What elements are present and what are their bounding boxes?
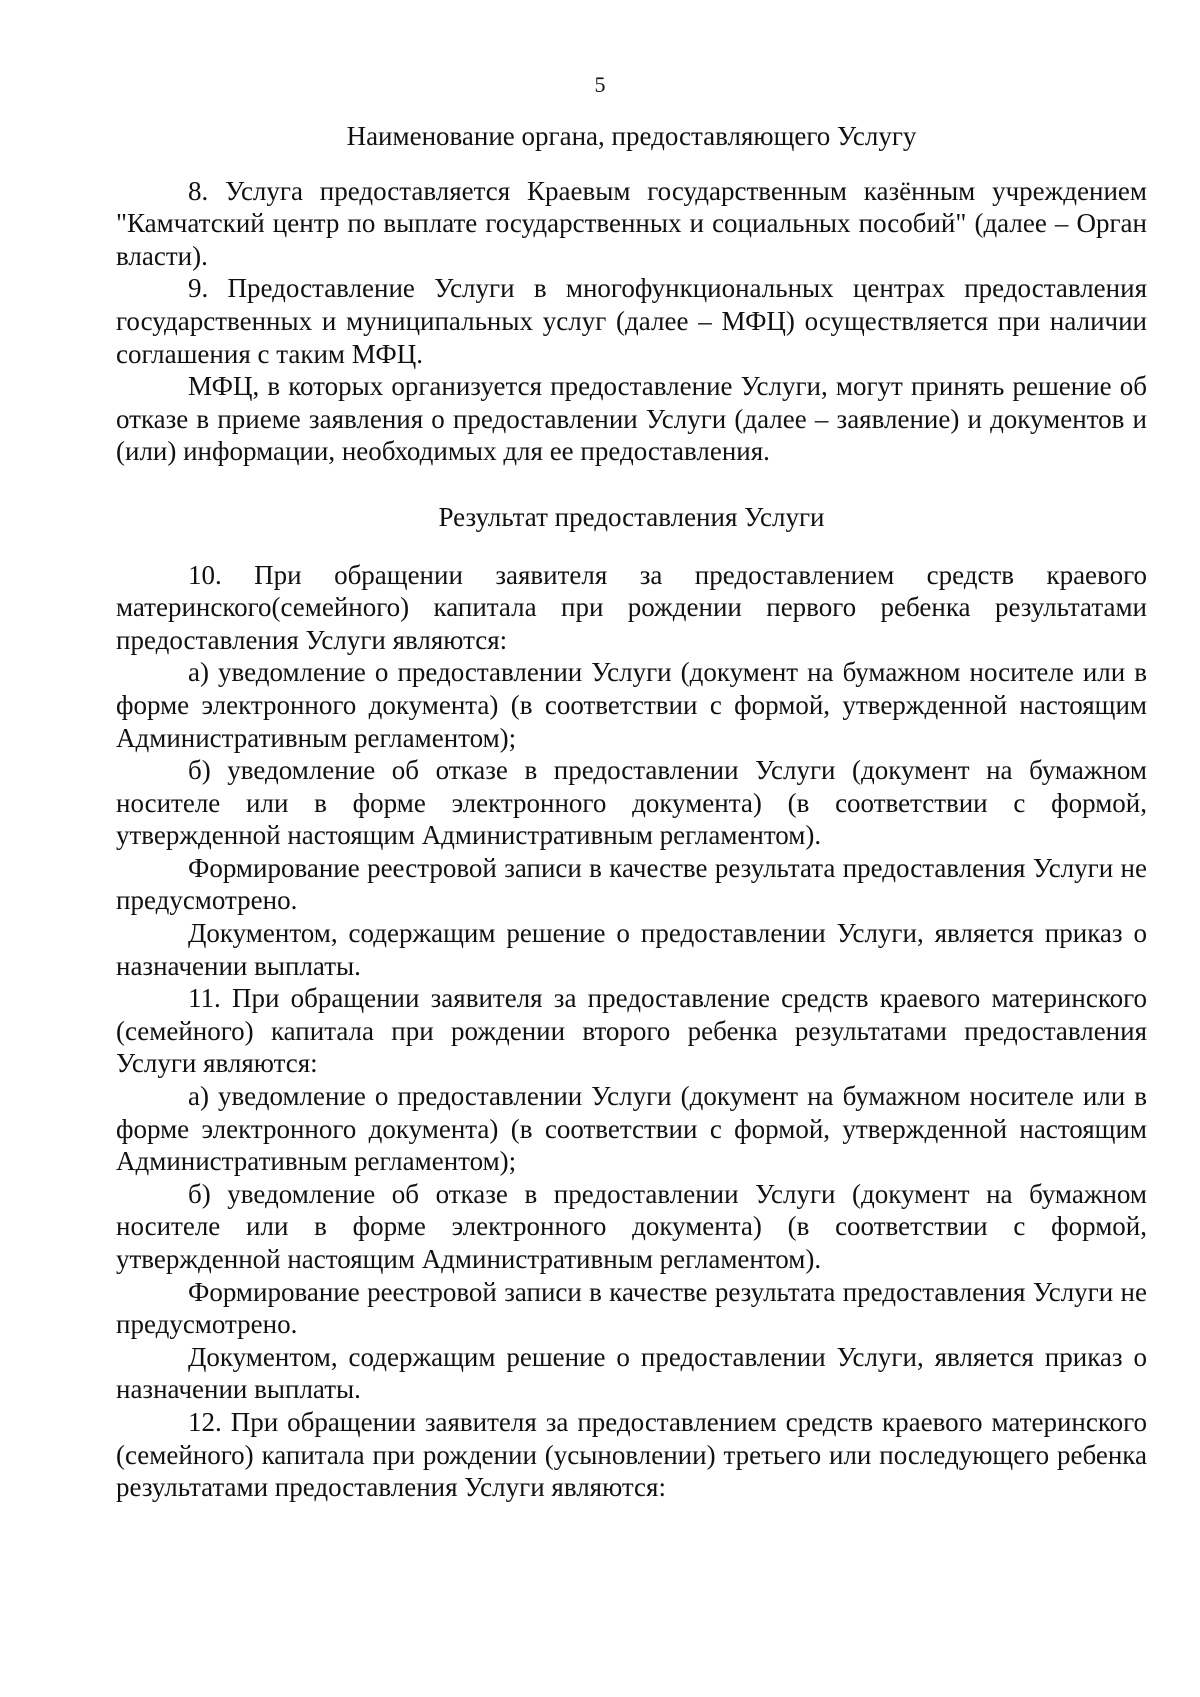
paragraph-11-registry: Формирование реестровой записи в качестве результата предоставления Услуги не предусмотрено.	[116, 1276, 1147, 1340]
paragraph-8: 8. Услуга предоставляется Краевым государственным казённым учреждением "Камчатский центр по выплате государственных и социальных пособий" (далее – Орган власти).	[116, 175, 1147, 271]
paragraph-11-decision: Документом, содержащим решение о предоставлении Услуги, является приказ о назначении выплаты.	[116, 1341, 1147, 1405]
paragraph-12: 12. При обращении заявителя за предоставлением средств краевого материнского (семейного) капитала при рождении (усыновлении) третьего или последующего ребенка результатами предоставления Услуги являются:	[116, 1406, 1147, 1503]
paragraph-11: 11. При обращении заявителя за предоставление средств краевого материнского (семейного) капитала при рождении второго ребенка результатами предоставления Услуги являются:	[116, 983, 1147, 1079]
paragraph-10-decision: Документом, содержащим решение о предоставлении Услуги, является приказ о назначении выплаты.	[116, 918, 1147, 981]
paragraph-9: 9. Предоставление Услуги в многофункциональных центрах предоставления государственных и муниципальных услуг (далее – МФЦ) осуществляется при наличии соглашения с таким МФЦ.	[116, 273, 1147, 369]
paragraph-11-a: а) уведомление о предоставлении Услуги (документ на бумажном носителе или в форме электронного документа) (в соответствии с формой, утвержденной настоящим Административным регламентом);	[116, 1081, 1147, 1177]
paragraph-11-b: б) уведомление об отказе в предоставлении Услуги (документ на бумажном носителе или в форме электронного документа) (в соответствии с формой, утвержденной настоящим Административным регламентом).	[116, 1178, 1147, 1274]
paragraph-10-registry: Формирование реестровой записи в качестве результата предоставления Услуги не предусмотрено.	[116, 852, 1147, 916]
section-heading-result: Результат предоставления Услуги	[438, 501, 825, 532]
paragraph-10: 10. При обращении заявителя за предоставлением средств краевого материнского(семейного) капитала при рождении первого ребенка результатами предоставления Услуги являются:	[116, 559, 1147, 655]
document-body	[116, 120, 1147, 1504]
paragraph-10-a: а) уведомление о предоставлении Услуги (документ на бумажном носителе или в форме электронного документа) (в соответствии с формой, утвержденной настоящим Административным регламентом);	[116, 657, 1147, 753]
paragraph-10-b: б) уведомление об отказе в предоставлении Услуги (документ на бумажном носителе или в форме электронного документа) (в соответствии с формой, утвержденной настоящим Административным регламентом).	[116, 755, 1147, 851]
section-heading-authority: Наименование органа, предоставляющего Услугу	[346, 121, 917, 151]
paragraph-mfc-refusal: МФЦ, в которых организуется предоставление Услуги, могут принять решение об отказе в приеме заявления о предоставлении Услуги (далее – заявление) и документов и (или) информации, необходимых для ее предоставления.	[116, 371, 1147, 467]
page-number: 5	[594, 72, 606, 97]
